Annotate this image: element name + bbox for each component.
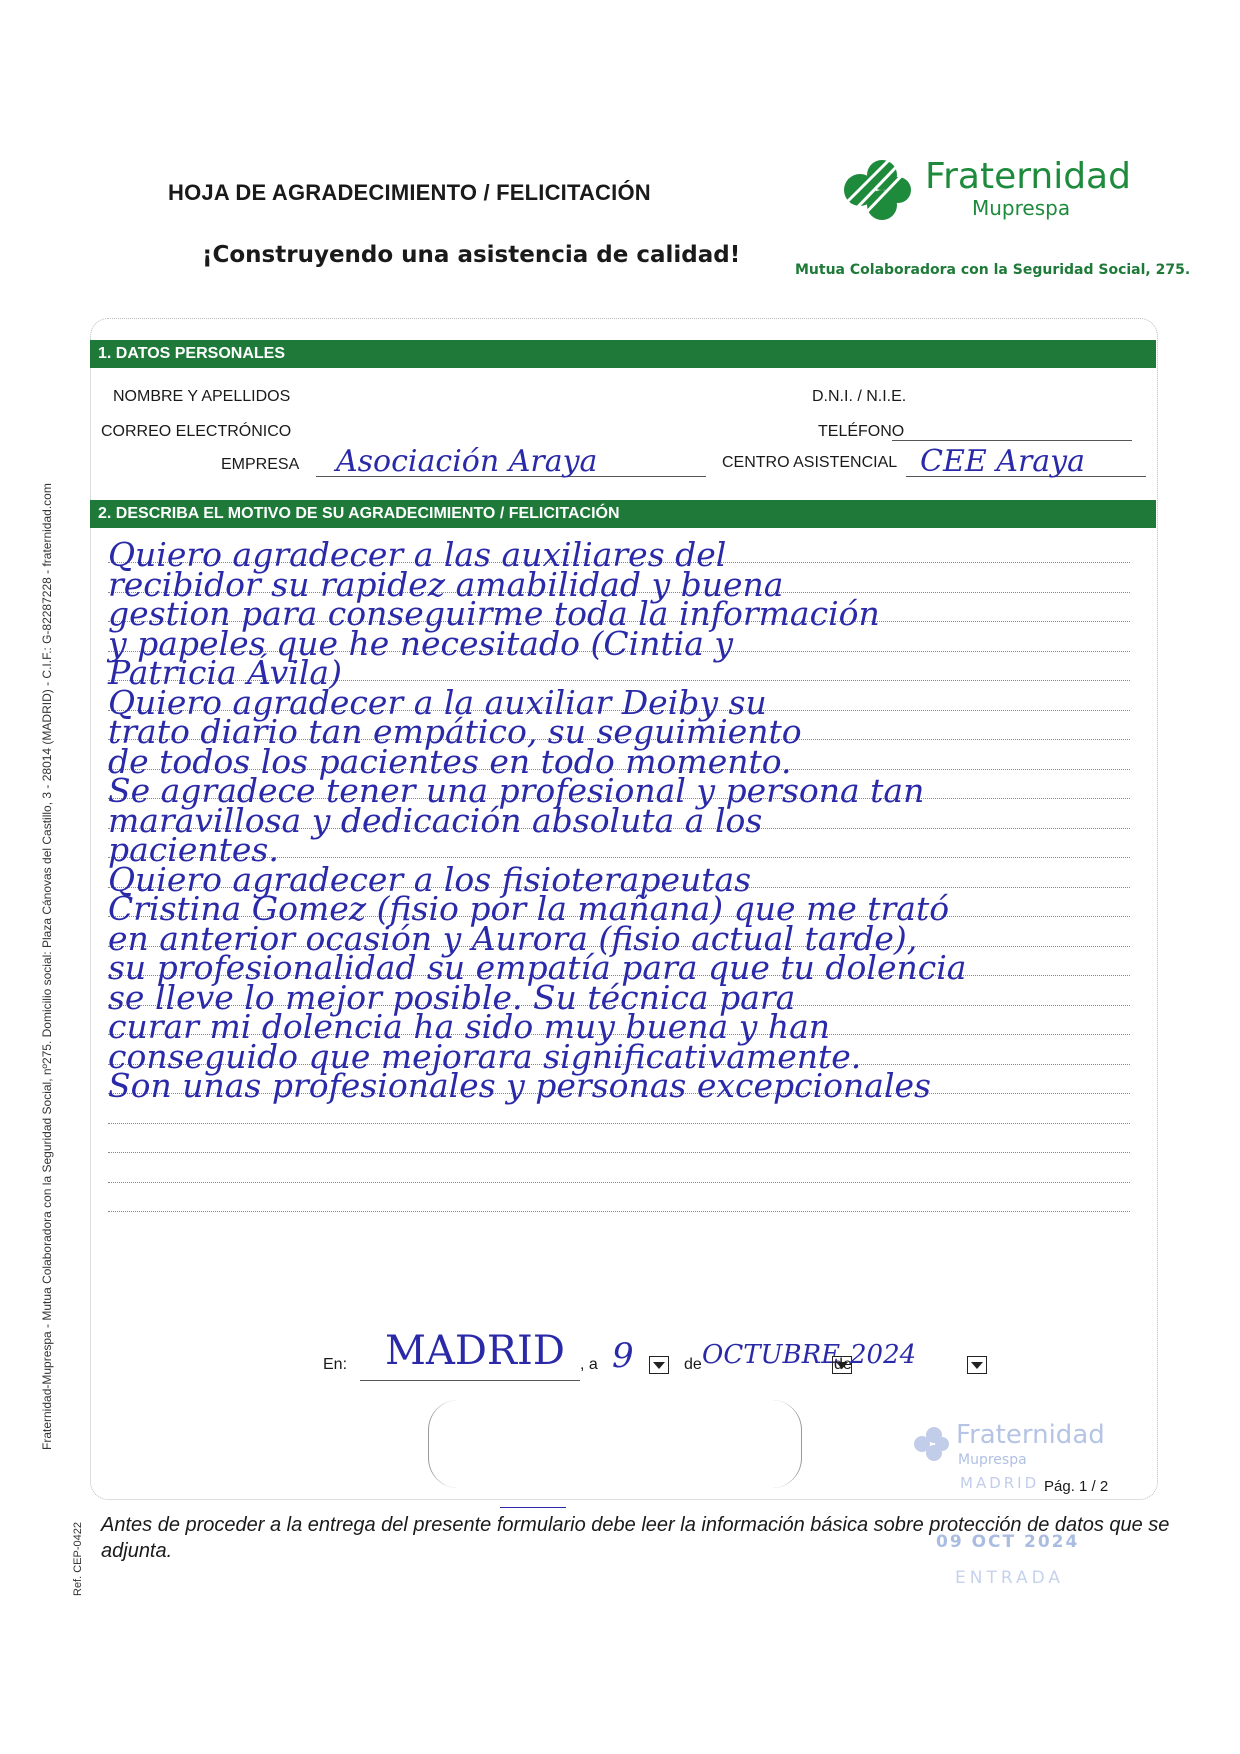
day-value: 9 bbox=[612, 1336, 634, 1376]
stamp-name: Fraternidad bbox=[956, 1420, 1105, 1450]
message-line: curar mi dolencia ha sido muy buena y han bbox=[108, 1007, 831, 1046]
message-line: Quiero agradecer a las auxiliares del bbox=[108, 535, 727, 574]
message-line: Se agradece tener una profesional y persona tan bbox=[108, 771, 925, 810]
signature-box[interactable] bbox=[428, 1400, 802, 1488]
message-line: en anterior ocasión y Aurora (fisio actual tarde), bbox=[108, 918, 918, 958]
message-line: Patricia Ávila) bbox=[108, 653, 342, 692]
a-label: , a bbox=[580, 1356, 598, 1373]
telefono-label: TELÉFONO bbox=[818, 423, 905, 440]
page-number: Pág. 1 / 2 bbox=[1044, 1478, 1109, 1495]
city-field[interactable] bbox=[360, 1380, 580, 1381]
message-line: recibidor su rapidez amabilidad y buena bbox=[108, 564, 784, 604]
ruled-line bbox=[108, 1211, 1130, 1212]
message-line: su profesionalidad su empatía para que tu dolencia bbox=[108, 948, 967, 987]
correo-label: CORREO ELECTRÓNICO bbox=[101, 423, 292, 440]
message-line: Quiero agradecer a los fisioterapeutas bbox=[108, 859, 752, 899]
message-line: y papeles que he necesitado (Cintia y bbox=[108, 623, 734, 663]
en-label: En: bbox=[323, 1356, 348, 1373]
day-dropdown[interactable] bbox=[649, 1356, 669, 1374]
logo-sub: Muprespa bbox=[972, 196, 1071, 220]
message-line: maravillosa y dedicación absoluta a los bbox=[108, 800, 763, 840]
centro-label: CENTRO ASISTENCIAL bbox=[722, 454, 898, 471]
ruled-line bbox=[108, 1182, 1130, 1183]
stamp-city: MADRID bbox=[960, 1474, 1040, 1492]
month-value: OCTUBRE bbox=[702, 1340, 841, 1370]
section1-header: 1. DATOS PERSONALES bbox=[90, 340, 1156, 368]
ruled-line bbox=[108, 1152, 1130, 1153]
dni-label: D.N.I. / N.I.E. bbox=[812, 388, 907, 405]
logo-name: Fraternidad bbox=[925, 156, 1131, 197]
message-line: de todos los pacientes en todo momento. bbox=[108, 741, 792, 781]
stamp-date: 09 OCT 2024 bbox=[936, 1532, 1080, 1552]
form-title: HOJA DE AGRADECIMIENTO / FELICITACIÓN bbox=[168, 180, 651, 205]
data-protection-note: Antes de proceder a la entrega del presente formulario debe leer la información básica sobre protección de datos que se adjunta. bbox=[101, 1514, 1170, 1562]
year-value: 2024 bbox=[850, 1340, 917, 1370]
de1-label: de bbox=[684, 1356, 702, 1373]
stamp-sub: Muprespa bbox=[958, 1452, 1027, 1468]
telefono-field[interactable] bbox=[892, 440, 1132, 441]
message-line: Son unas profesionales y personas excepcionales bbox=[108, 1066, 931, 1105]
year-dropdown[interactable] bbox=[967, 1356, 987, 1374]
stamp-extra: ENTRADA bbox=[955, 1568, 1065, 1588]
empresa-value: Asociación Araya bbox=[336, 444, 598, 479]
message-line: trato diario tan empático, su seguimiento bbox=[108, 712, 802, 751]
form-subtitle: ¡Construyendo una asistencia de calidad! bbox=[202, 242, 741, 268]
message-line: conseguido que mejorara significativamente. bbox=[108, 1036, 862, 1076]
mutua-text: Mutua Colaboradora con la Seguridad Social, 275. bbox=[795, 262, 1191, 278]
centro-value: CEE Araya bbox=[920, 444, 1086, 479]
message-line: Quiero agradecer a la auxiliar Deiby su bbox=[108, 682, 767, 722]
message-line: Cristina Gomez (fisio por la mañana) que me trató bbox=[108, 889, 950, 928]
clover-logo-icon bbox=[830, 155, 920, 225]
message-line: pacientes. bbox=[108, 830, 279, 869]
ruled-line bbox=[108, 1123, 1130, 1124]
stamp-clover-icon bbox=[908, 1422, 952, 1466]
reference-code: Ref. CEP-0422 bbox=[72, 1522, 84, 1596]
nombre-label: NOMBRE Y APELLIDOS bbox=[113, 388, 291, 405]
handwritten-message bbox=[108, 535, 1168, 1105]
message-line: se lleve lo mejor posible. Su técnica para bbox=[108, 977, 796, 1017]
section2-header: 2. DESCRIBA EL MOTIVO DE SU AGRADECIMIENTO / FELICITACIÓN bbox=[90, 500, 1156, 528]
de2-label: de bbox=[834, 1356, 852, 1373]
ink-mark bbox=[500, 1507, 566, 1508]
empresa-label: EMPRESA bbox=[221, 456, 300, 473]
city-value: MADRID bbox=[385, 1328, 565, 1374]
side-legal-text: Fraternidad-Muprespa - Mutua Colaboradora con la Seguridad Social, nº275. Domicilio social: Plaza Cánovas del Castillo, 3 - 28014 (MADRID) - C.I.F.: G-82287228 - fraternidad.com bbox=[40, 483, 54, 1450]
message-line: gestion para conseguirme toda la información bbox=[108, 594, 880, 633]
